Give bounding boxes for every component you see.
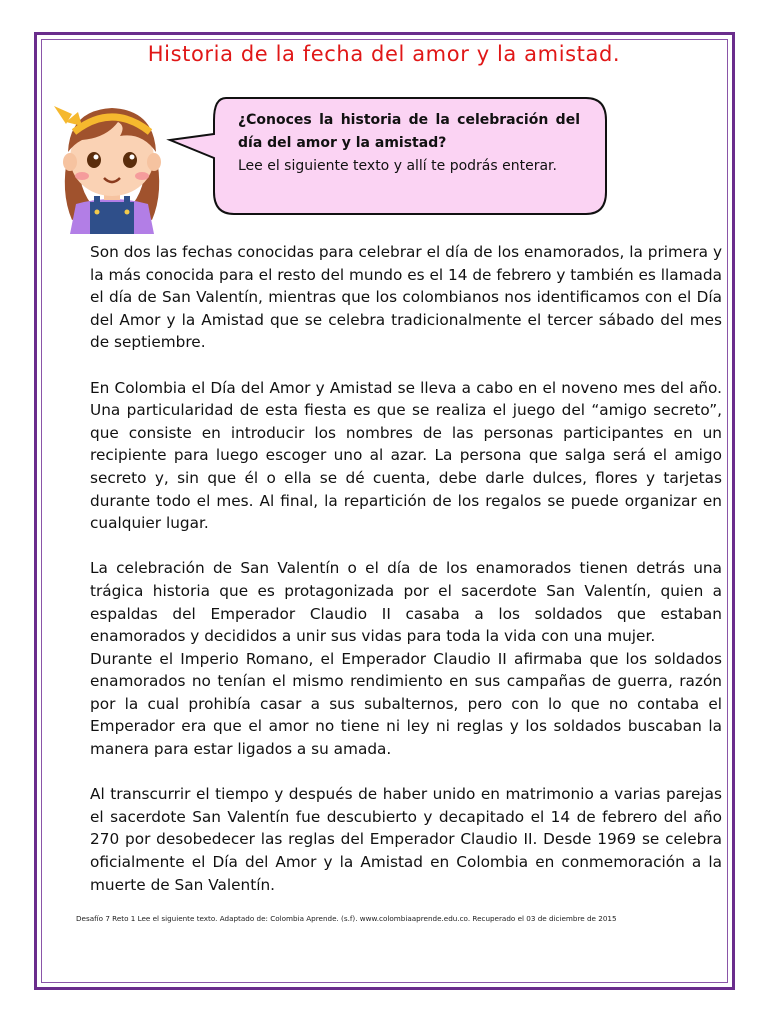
bubble-text: [238, 109, 580, 178]
source-citation: Desafío 7 Reto 1 Lee el siguiente texto. Adaptado de: Colombia Aprende. (s.f). www.colombiaaprende.edu.co. Recuperado el 03 de diciembre de 2015: [76, 914, 617, 923]
paragraph-1: Son dos las fechas conocidas para celebrar el día de los enamorados, la primera y la más conocida para el resto del mundo es el 14 de febrero y también es llamada el día de San Valentín, mientras que los colombianos nos identificamos con el Día del Amor y la Amistad que se celebra tradicionalmente el tercer sábado del mes de septiembre.: [90, 243, 722, 352]
paragraph-5: Al transcurrir el tiempo y después de haber unido en matrimonio a varias parejas el sacerdote San Valentín fue descubierto y decapitado el 14 de febrero del año 270 por desobedecer las reglas del Emperador Claudio II. Desde 1969 se celebra oficialmente el Día del Amor y la Amistad en Colombia en conmemoración a la muerte de San Valentín.: [90, 785, 722, 894]
article-body: [90, 241, 722, 919]
paragraph-3: La celebración de San Valentín o el día de los enamorados tienen detrás una trágica historia que es protagonizada por el sacerdote San Valentín, quien a espaldas del Emperador Claudio II casaba a los soldados que estaban enamorados y decididos a unir sus vidas para toda la vida con una mujer.: [90, 559, 722, 646]
page-title: Historia de la fecha del amor y la amistad.: [147, 42, 621, 66]
girl-illustration: [46, 92, 178, 234]
paragraph-2: En Colombia el Día del Amor y Amistad se lleva a cabo en el noveno mes del año. Una particularidad de esta fiesta es que se realiza el juego del “amigo secreto”, que consiste en introducir los nombres de las personas participantes en un recipiente para luego escoger uno al azar. La persona que salga será el amigo secreto y, sin que él o ella se dé cuenta, debe darle dulces, flores y tarjetas durante todo el mes. Al final, la repartición de los regalos se puede organizar en cualquier lugar.: [90, 378, 722, 533]
bubble-instruction: Lee el siguiente texto y allí te podrás enterar.: [238, 158, 557, 174]
paragraph-4: Durante el Imperio Romano, el Emperador Claudio II afirmaba que los soldados enamorados no tenían el mismo rendimiento en sus campañas de guerra, razón por la cual prohibía casar a sus subalternos, pero con lo que no contaba el Emperador era que el amor no tiene ni ley ni reglas y los soldados buscaban la manera para estar ligados a su amada.: [90, 649, 722, 759]
bubble-question: ¿Conoces la historia de la celebración del día del amor y la amistad?: [238, 112, 580, 151]
